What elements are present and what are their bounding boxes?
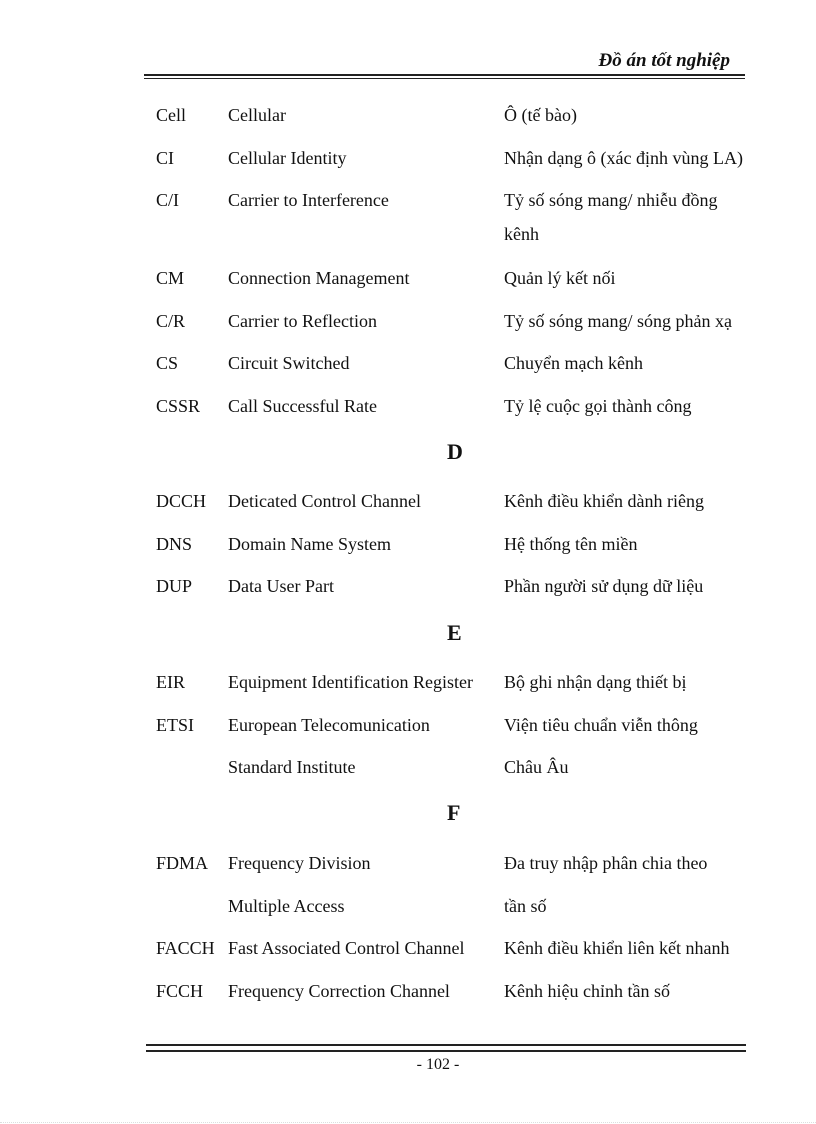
abbr: CSSR: [156, 396, 201, 416]
document-title: Đồ án tốt nghiệp: [598, 50, 730, 71]
term: Deticated Control Channel: [228, 491, 421, 511]
meaning: Nhận dạng ô (xác định vùng LA): [504, 148, 743, 168]
abbr: C/R: [156, 311, 186, 331]
abbr: CM: [156, 268, 185, 288]
abbr: Cell: [156, 105, 186, 125]
footer-rule-thin: [146, 1050, 746, 1052]
meaning: Bộ ghi nhận dạng thiết bị: [504, 672, 687, 692]
section-heading-e: E: [447, 620, 462, 645]
abbr: CI: [156, 148, 174, 168]
term: Frequency Division: [228, 853, 371, 873]
abbr: DCCH: [156, 491, 207, 511]
meaning: Kênh hiệu chỉnh tần số: [504, 981, 670, 1001]
abbr: EIR: [156, 672, 185, 692]
meaning: Tỷ số sóng mang/ nhiễu đồng: [504, 190, 718, 210]
page-number: - 102 -: [416, 1056, 460, 1073]
abbr: ETSI: [156, 715, 194, 735]
term-continued: Standard Institute: [228, 757, 356, 777]
term: Carrier to Reflection: [228, 311, 377, 331]
term: Circuit Switched: [228, 353, 350, 373]
term: Call Successful Rate: [228, 396, 377, 416]
meaning: Viện tiêu chuẩn viễn thông: [504, 715, 698, 735]
abbr: DNS: [156, 534, 193, 554]
abbr: FDMA: [156, 853, 209, 873]
term: Cellular Identity: [228, 148, 347, 168]
meaning: Tỷ số sóng mang/ sóng phản xạ: [504, 311, 732, 331]
footer-rule: [146, 1044, 746, 1046]
section-heading-f: F: [447, 800, 461, 825]
term: Data User Part: [228, 576, 334, 596]
meaning: Quản lý kết nối: [504, 268, 616, 288]
abbr: FACCH: [156, 938, 215, 958]
meaning: Phần người sử dụng dữ liệu: [504, 576, 704, 596]
term: Frequency Correction Channel: [228, 981, 450, 1001]
term: Cellular: [228, 105, 286, 125]
abbr: DUP: [156, 576, 193, 596]
abbr: C/I: [156, 190, 180, 210]
meaning: Ô (tế bào): [504, 105, 577, 125]
header-rule: [144, 74, 745, 76]
meaning: Chuyển mạch kênh: [504, 353, 643, 373]
meaning-continued: Châu Âu: [504, 757, 569, 777]
section-heading-d: D: [447, 439, 463, 464]
header-rule-thin: [144, 78, 745, 79]
meaning: Kênh điều khiển liên kết nhanh: [504, 938, 730, 958]
meaning: Kênh điều khiển dành riêng: [504, 491, 704, 511]
abbr: FCCH: [156, 981, 204, 1001]
term-continued: Multiple Access: [228, 896, 345, 916]
term: Connection Management: [228, 268, 410, 288]
meaning-continued: tần số: [504, 896, 547, 916]
term: Domain Name System: [228, 534, 391, 554]
meaning-continued: kênh: [504, 224, 539, 244]
term: Equipment Identification Register: [228, 672, 473, 692]
term: European Telecomunication: [228, 715, 430, 735]
abbr: CS: [156, 353, 179, 373]
term: Carrier to Interference: [228, 190, 389, 210]
meaning: Tỷ lệ cuộc gọi thành công: [504, 396, 692, 416]
term: Fast Associated Control Channel: [228, 938, 465, 958]
meaning: Đa truy nhập phân chia theo: [504, 853, 708, 873]
meaning: Hệ thống tên miền: [504, 534, 638, 554]
